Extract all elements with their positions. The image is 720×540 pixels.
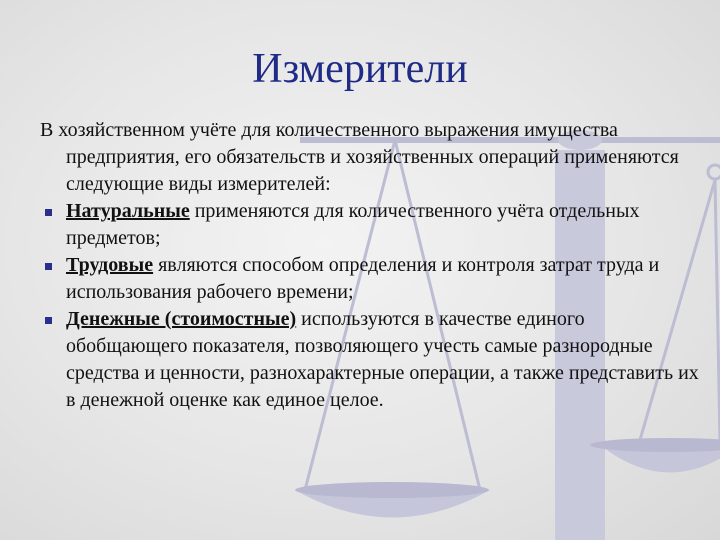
term-monetary: Денежные (стоимостные) <box>66 308 297 330</box>
term-labor: Трудовые <box>66 254 154 276</box>
square-bullet-icon <box>45 263 52 270</box>
list-item-monetary <box>40 306 700 414</box>
bullet-text: являются способом определения и контроля затрат труда и использования рабочего времени; <box>66 254 660 303</box>
square-bullet-icon <box>45 209 52 216</box>
measures-list <box>40 198 700 414</box>
slide-title: Измерители <box>252 46 468 92</box>
bullet-text: применяются для количественного учёта отдельных предметов; <box>66 200 640 249</box>
bullet-text: используются в качестве единого обобщающего показателя, позволяющего учесть самые разнородные средства и ценности, разнохарактерные операции, а также представить их в денежной оценке как единое целое. <box>66 308 699 411</box>
list-item-labor <box>40 252 700 306</box>
term-natural: Натуральные <box>66 200 190 222</box>
list-item-natural <box>40 198 700 252</box>
square-bullet-icon <box>45 317 52 324</box>
intro-paragraph: В хозяйственном учёте для количественного выражения имущества предприятия, его обязательств и хозяйственных операций применяются следующие виды измерителей: <box>40 119 679 195</box>
